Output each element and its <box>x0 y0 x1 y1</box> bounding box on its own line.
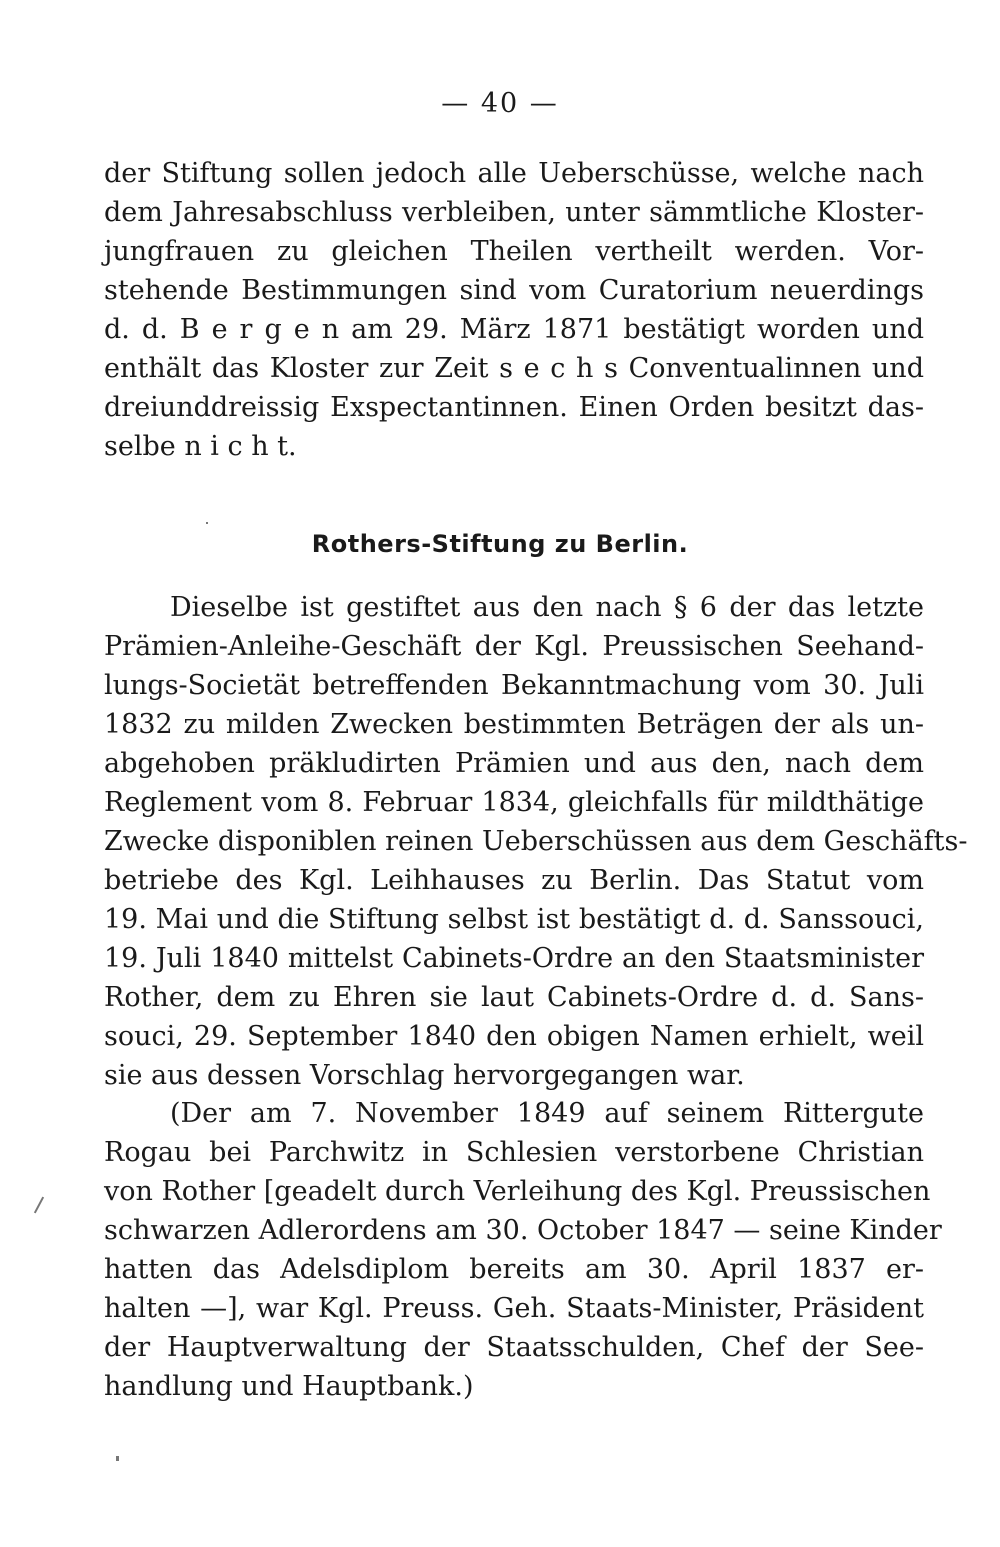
paragraph-kloster-bestimmungen <box>104 154 924 466</box>
text-line: dreiunddreissig Exspectantinnen. Einen Orden besitzt das- <box>104 392 924 423</box>
text-line: stehende Bestimmungen sind vom Curatorium neuerdings <box>104 275 924 306</box>
text-line: der Stiftung sollen jedoch alle Ueberschüsse, welche nach <box>104 158 924 189</box>
text-line: enthält das Kloster zur Zeit s e c h s Conventualinnen und <box>104 353 924 384</box>
section-heading: Rothers-Stiftung zu Berlin. <box>311 530 689 558</box>
text-line: dem Jahresabschluss verbleiben, unter sämmtliche Kloster- <box>104 197 924 228</box>
text-line: hatten das Adelsdiplom bereits am 30. April 1837 er- <box>104 1254 924 1285</box>
text-line: 1832 zu milden Zwecken bestimmten Beträgen der als un- <box>104 709 924 740</box>
scan-speck <box>206 522 208 524</box>
text-line: halten —], war Kgl. Preuss. Geh. Staats-Minister, Präsident <box>104 1293 924 1324</box>
scan-speck <box>116 1456 119 1461</box>
text-line: souci, 29. September 1840 den obigen Namen erhielt, weil <box>104 1021 924 1052</box>
text-line: Rogau bei Parchwitz in Schlesien verstorbene Christian <box>104 1137 924 1168</box>
text-line: der Hauptverwaltung der Staatsschulden, Chef der See- <box>104 1332 924 1363</box>
text-line: Prämien-Anleihe-Geschäft der Kgl. Preussischen Seehand- <box>104 631 924 662</box>
text-line: sie aus dessen Vorschlag hervorgegangen war. <box>104 1060 745 1091</box>
text-line: 19. Mai und die Stiftung selbst ist bestätigt d. d. Sanssouci, <box>104 904 924 935</box>
text-line: betriebe des Kgl. Leihhauses zu Berlin. Das Statut vom <box>104 865 924 896</box>
scan-speck <box>34 1197 44 1214</box>
text-line: Zwecke disponiblen reinen Ueberschüssen aus dem Geschäfts- <box>104 826 968 857</box>
text-line: jungfrauen zu gleichen Theilen vertheilt werden. Vor- <box>104 236 924 267</box>
text-line: selbe n i c h t. <box>104 431 297 462</box>
text-line: Rother, dem zu Ehren sie laut Cabinets-Ordre d. d. Sans- <box>104 982 924 1013</box>
text-line: handlung und Hauptbank.) <box>104 1371 474 1402</box>
text-line: schwarzen Adlerordens am 30. October 1847 — seine Kinder <box>104 1215 942 1246</box>
text-line: abgehoben präkludirten Prämien und aus den, nach dem <box>104 748 924 779</box>
paragraph-christian-von-rother <box>104 1094 942 1406</box>
page-number: — 40 — <box>441 88 559 119</box>
text-line: 19. Juli 1840 mittelst Cabinets-Ordre an den Staatsminister <box>104 943 924 974</box>
text-line: Reglement vom 8. Februar 1834, gleichfalls für mildthätige <box>104 787 924 818</box>
text-line: lungs-Societät betreffenden Bekanntmachung vom 30. Juli <box>104 670 924 701</box>
text-line: (Der am 7. November 1849 auf seinem Rittergute <box>170 1098 924 1129</box>
text-line: d. d. B e r g e n am 29. März 1871 bestätigt worden und <box>104 314 924 345</box>
text-line: Dieselbe ist gestiftet aus den nach § 6 der das letzte <box>170 592 924 623</box>
text-line: von Rother [geadelt durch Verleihung des Kgl. Preussischen <box>104 1176 931 1207</box>
paragraph-stiftung-herkunft <box>104 588 968 1095</box>
